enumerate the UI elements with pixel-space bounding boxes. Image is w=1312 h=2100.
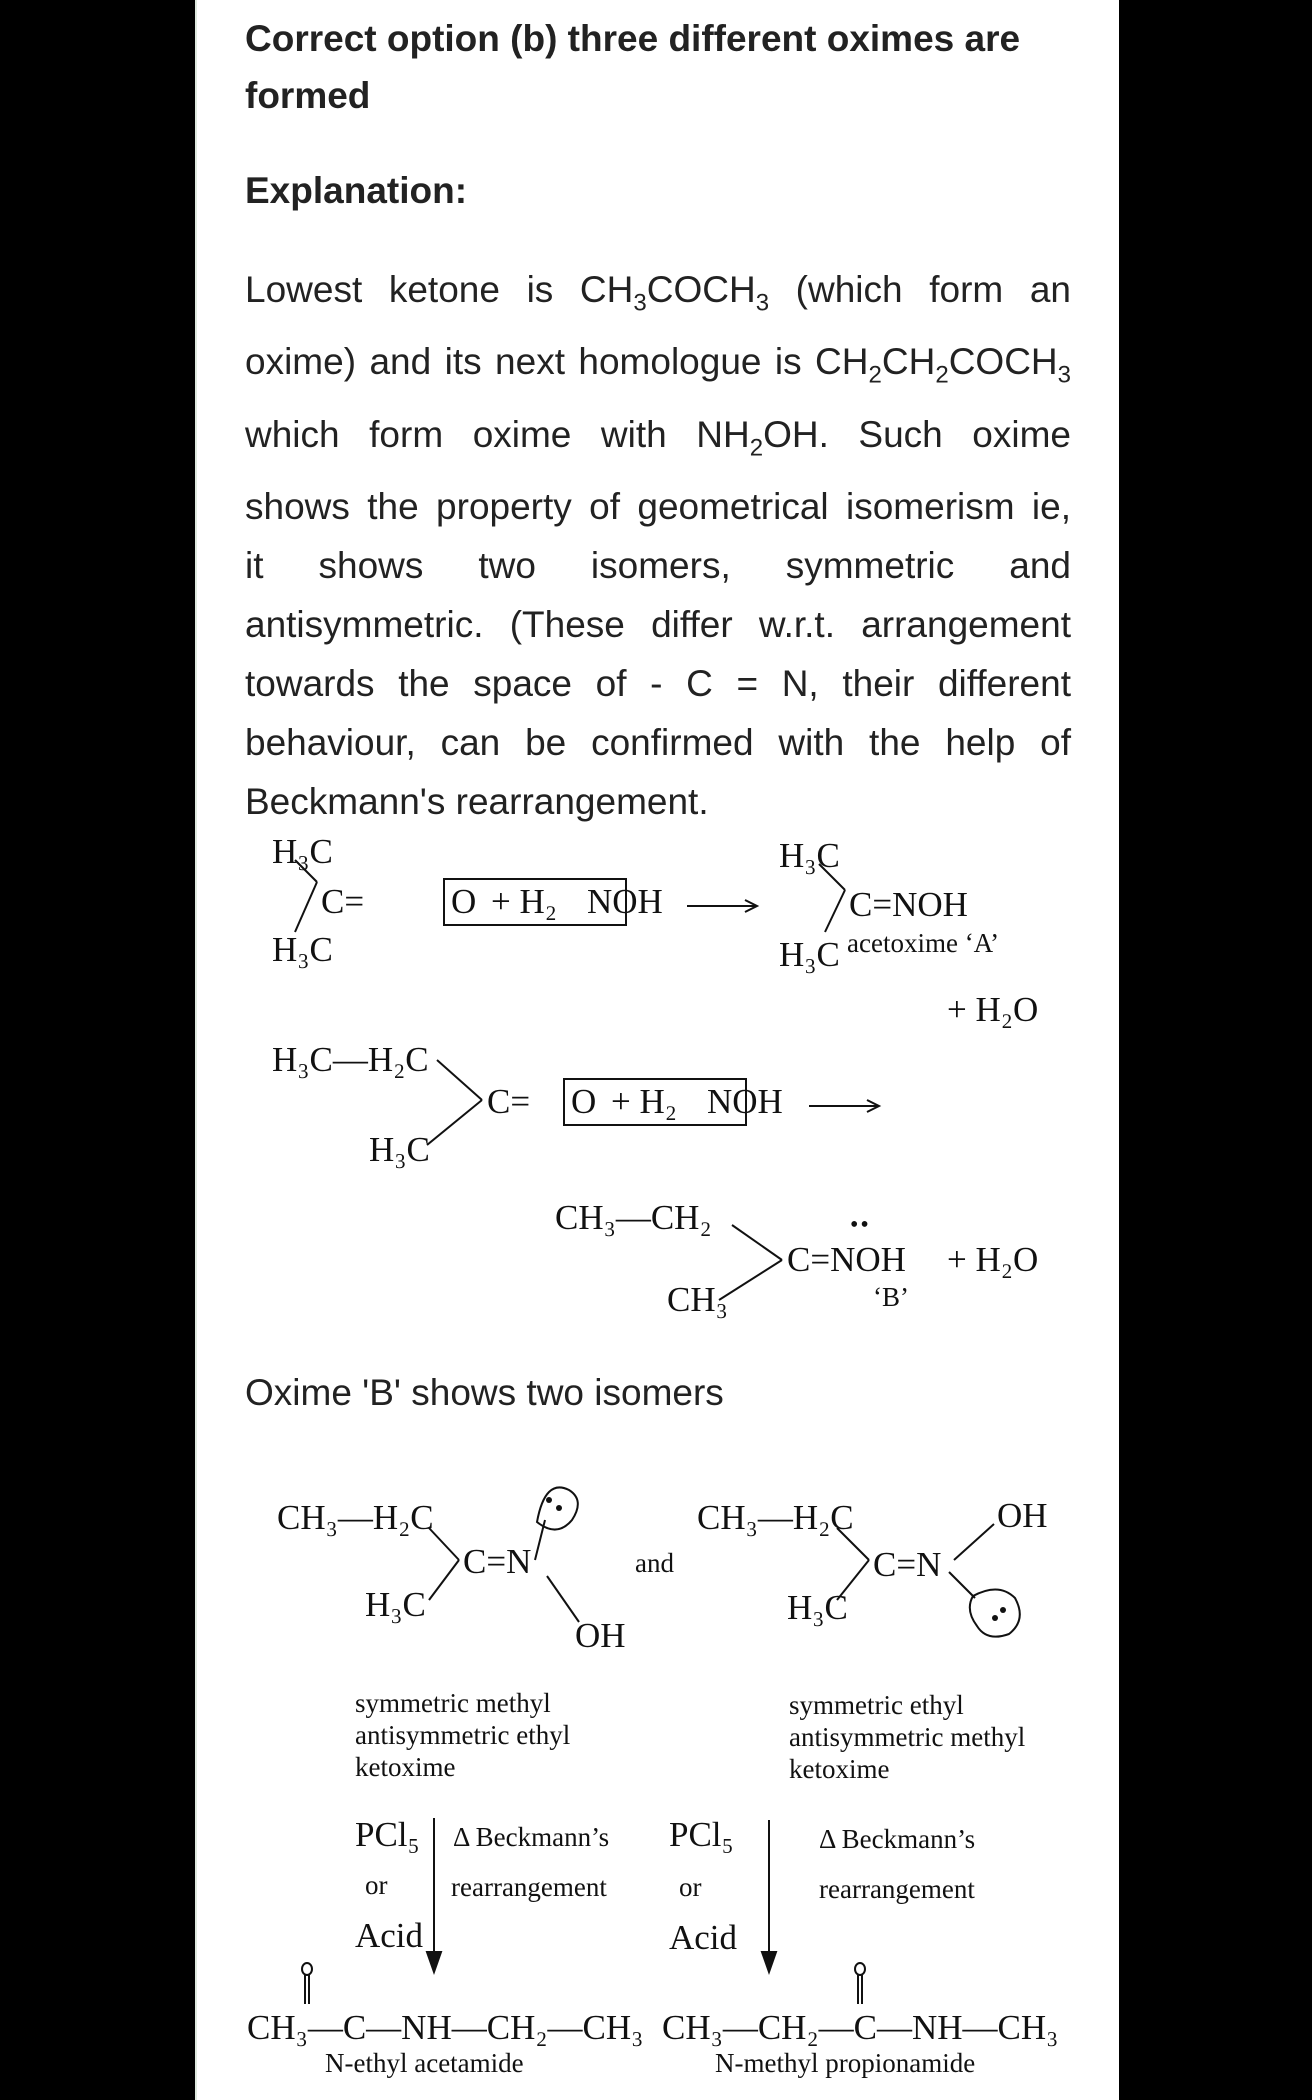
para-line: antisymmetric. (These differ w.r.t. arrangement <box>245 604 1071 646</box>
r2-noh: NOH <box>707 1082 783 1121</box>
iso-left-desc2: antisymmetric ethyl <box>355 1720 571 1750</box>
para-line: behaviour, can be confirmed with the help of <box>245 722 1071 764</box>
cond-left-rearrangement: rearrangement <box>451 1872 607 1902</box>
r1-c-eq: C= <box>321 882 365 921</box>
r2-plus-h2: + H₂ <box>611 1082 677 1121</box>
isomers-and: and <box>635 1548 674 1578</box>
cond-right-reagent: PCl₅ <box>669 1815 734 1854</box>
prod-left-name: N-ethyl acetamide <box>325 2048 524 2078</box>
iso-right-h3c: H₃C <box>787 1588 848 1627</box>
iso-left-h3c: H₃C <box>365 1585 426 1624</box>
iso-right-desc1: symmetric ethyl <box>789 1690 964 1720</box>
cond-left-reagent: PCl₅ <box>355 1815 420 1854</box>
r2-prod-cnoh: C=NOH <box>787 1240 906 1279</box>
cond-right-or: or <box>679 1872 702 1902</box>
iso-left-desc1: symmetric methyl <box>355 1688 551 1718</box>
iso-left-cn: C=N <box>463 1542 532 1581</box>
r1-h3c-top: H₃C <box>272 832 333 871</box>
r2-h3c-bottom: H₃C <box>369 1130 430 1169</box>
iso-right-cn: C=N <box>873 1545 942 1584</box>
para-line: which form oxime with $NH_2OH$. Such oxime <box>245 413 1072 462</box>
iso-right-oh: OH <box>997 1496 1048 1535</box>
iso-right-desc2: antisymmetric methyl <box>789 1722 1026 1752</box>
r1-noh: NOH <box>587 882 663 921</box>
r2-water: + H₂O <box>947 1240 1039 1279</box>
correct-option-line2: formed <box>245 75 371 116</box>
r1-box-o: O <box>451 882 477 921</box>
iso-left-desc3: ketoxime <box>355 1752 456 1782</box>
iso-right-chain: CH₃—H₂C <box>697 1498 854 1537</box>
cond-right-rearrangement: rearrangement <box>819 1874 975 1904</box>
r2-prod-label: ‘B’ <box>873 1282 909 1312</box>
cond-left-or: or <box>365 1870 388 1900</box>
iso-left-oh: OH <box>575 1616 626 1655</box>
r1-prod-cnoh: C=NOH <box>849 885 968 924</box>
iso-right-desc3: ketoxime <box>789 1754 890 1784</box>
correct-option-line1: Correct option (b) three different oximes are <box>245 18 1021 59</box>
oxime-b-label: Oxime 'B' shows two isomers <box>245 1372 724 1413</box>
para-line: it shows two isomers, symmetric and <box>245 545 1071 587</box>
r1-prod-h3c-bottom: H₃C <box>779 935 840 974</box>
r2-box-o: O <box>571 1082 597 1121</box>
para-line: oxime) and its next homologue is $CH_2CH_2COCH_3$ <box>245 341 1071 389</box>
prod-left-formula: CH₃—C—NH—CH₂—CH₃ <box>247 2008 644 2047</box>
r2-c-eq: C= <box>487 1082 531 1121</box>
r2-prod-chain: CH₃—CH₂ <box>555 1198 712 1237</box>
r2-chain: H₃C—H₂C <box>272 1040 429 1079</box>
r2-prod-ch3: CH₃ <box>667 1280 728 1319</box>
r1-prod-h3c-top: H₃C <box>779 836 840 875</box>
r1-prod-label: acetoxime ‘A’ <box>847 928 1000 958</box>
para-line: Lowest ketone is $CH_3COCH_3$ (which form an <box>245 269 1071 317</box>
r2-lone-pair: •• <box>850 1212 871 1238</box>
para-line: Beckmann's rearrangement. <box>245 781 709 823</box>
iso-left-chain: CH₃—H₂C <box>277 1498 434 1537</box>
prod-right-name: N-methyl propionamide <box>715 2048 976 2078</box>
cond-left-delta: Δ Beckmann’s <box>453 1822 610 1852</box>
r1-h3c-bottom: H₃C <box>272 930 333 969</box>
answer-page <box>195 0 1119 2100</box>
cond-left-acid: Acid <box>355 1916 424 1955</box>
r1-plus-h2: + H₂ <box>491 882 557 921</box>
r1-water: + H₂O <box>947 990 1039 1029</box>
para-line: shows the property of geometrical isomerism ie, <box>245 486 1071 528</box>
para-line: towards the space of - C = N, their different <box>245 663 1071 705</box>
prod-right-formula: CH₃—CH₂—C—NH—CH₃ <box>662 2008 1059 2047</box>
cond-right-acid: Acid <box>669 1918 738 1957</box>
explanation-heading: Explanation: <box>245 170 468 211</box>
cond-right-delta: Δ Beckmann’s <box>819 1824 976 1854</box>
